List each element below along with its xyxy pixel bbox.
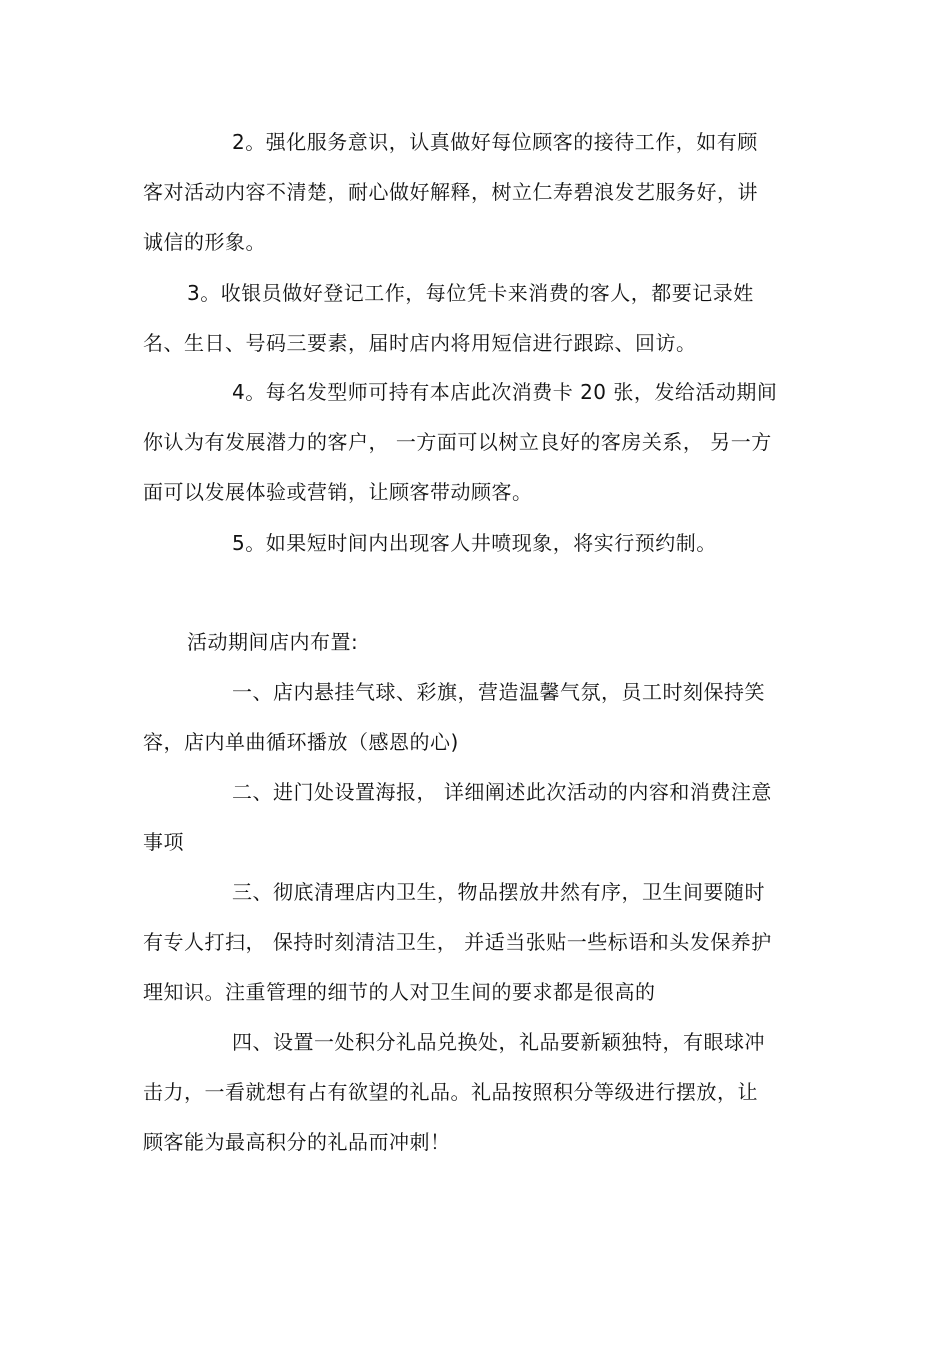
point-2-line-2: 事项 bbox=[143, 830, 184, 854]
item-2-line-3: 诚信的形象。 bbox=[143, 230, 266, 254]
item-3-line-2: 名、生日、号码三要素，届时店内将用短信进行跟踪、回访。 bbox=[143, 331, 697, 355]
point-4-line-1: 四、设置一处积分礼品兑换处，礼品要新颖独特，有眼球冲 bbox=[232, 1030, 765, 1054]
item-5-line-1: 5。如果短时间内出现客人井喷现象，将实行预约制。 bbox=[232, 531, 717, 555]
item-4-line-2: 你认为有发展潜力的客户， 一方面可以树立良好的客房关系， 另一方 bbox=[143, 430, 772, 454]
item-2-line-2: 客对活动内容不清楚，耐心做好解释，树立仁寿碧浪发艺服务好，讲 bbox=[143, 180, 758, 204]
point-1-line-1: 一、店内悬挂气球、彩旗，营造温馨气氛，员工时刻保持笑 bbox=[232, 680, 765, 704]
point-3-line-2: 有专人打扫， 保持时刻清洁卫生， 并适当张贴一些标语和头发保养护 bbox=[143, 930, 772, 954]
point-4-line-3: 顾客能为最高积分的礼品而冲刺！ bbox=[143, 1130, 451, 1154]
item-4-line-3: 面可以发展体验或营销，让顾客带动顾客。 bbox=[143, 480, 533, 504]
point-4-line-2: 击力，一看就想有占有欲望的礼品。礼品按照积分等级进行摆放，让 bbox=[143, 1080, 758, 1104]
point-3-line-3: 理知识。注重管理的细节的人对卫生间的要求都是很高的 bbox=[143, 980, 656, 1004]
item-4-line-1: 4。每名发型师可持有本店此次消费卡 20 张，发给活动期间 bbox=[232, 380, 778, 404]
point-3-line-1: 三、彻底清理店内卫生，物品摆放井然有序，卫生间要随时 bbox=[232, 880, 765, 904]
section-heading: 活动期间店内布置: bbox=[187, 630, 359, 654]
point-1-line-2: 容，店内单曲循环播放（感恩的心) bbox=[143, 730, 459, 754]
item-2-line-1: 2。强化服务意识，认真做好每位顾客的接待工作，如有顾 bbox=[232, 130, 758, 154]
item-3-line-1: 3。收银员做好登记工作，每位凭卡来消费的客人，都要记录姓 bbox=[187, 281, 754, 305]
point-2-line-1: 二、进门处设置海报， 详细阐述此次活动的内容和消费注意 bbox=[232, 780, 772, 804]
